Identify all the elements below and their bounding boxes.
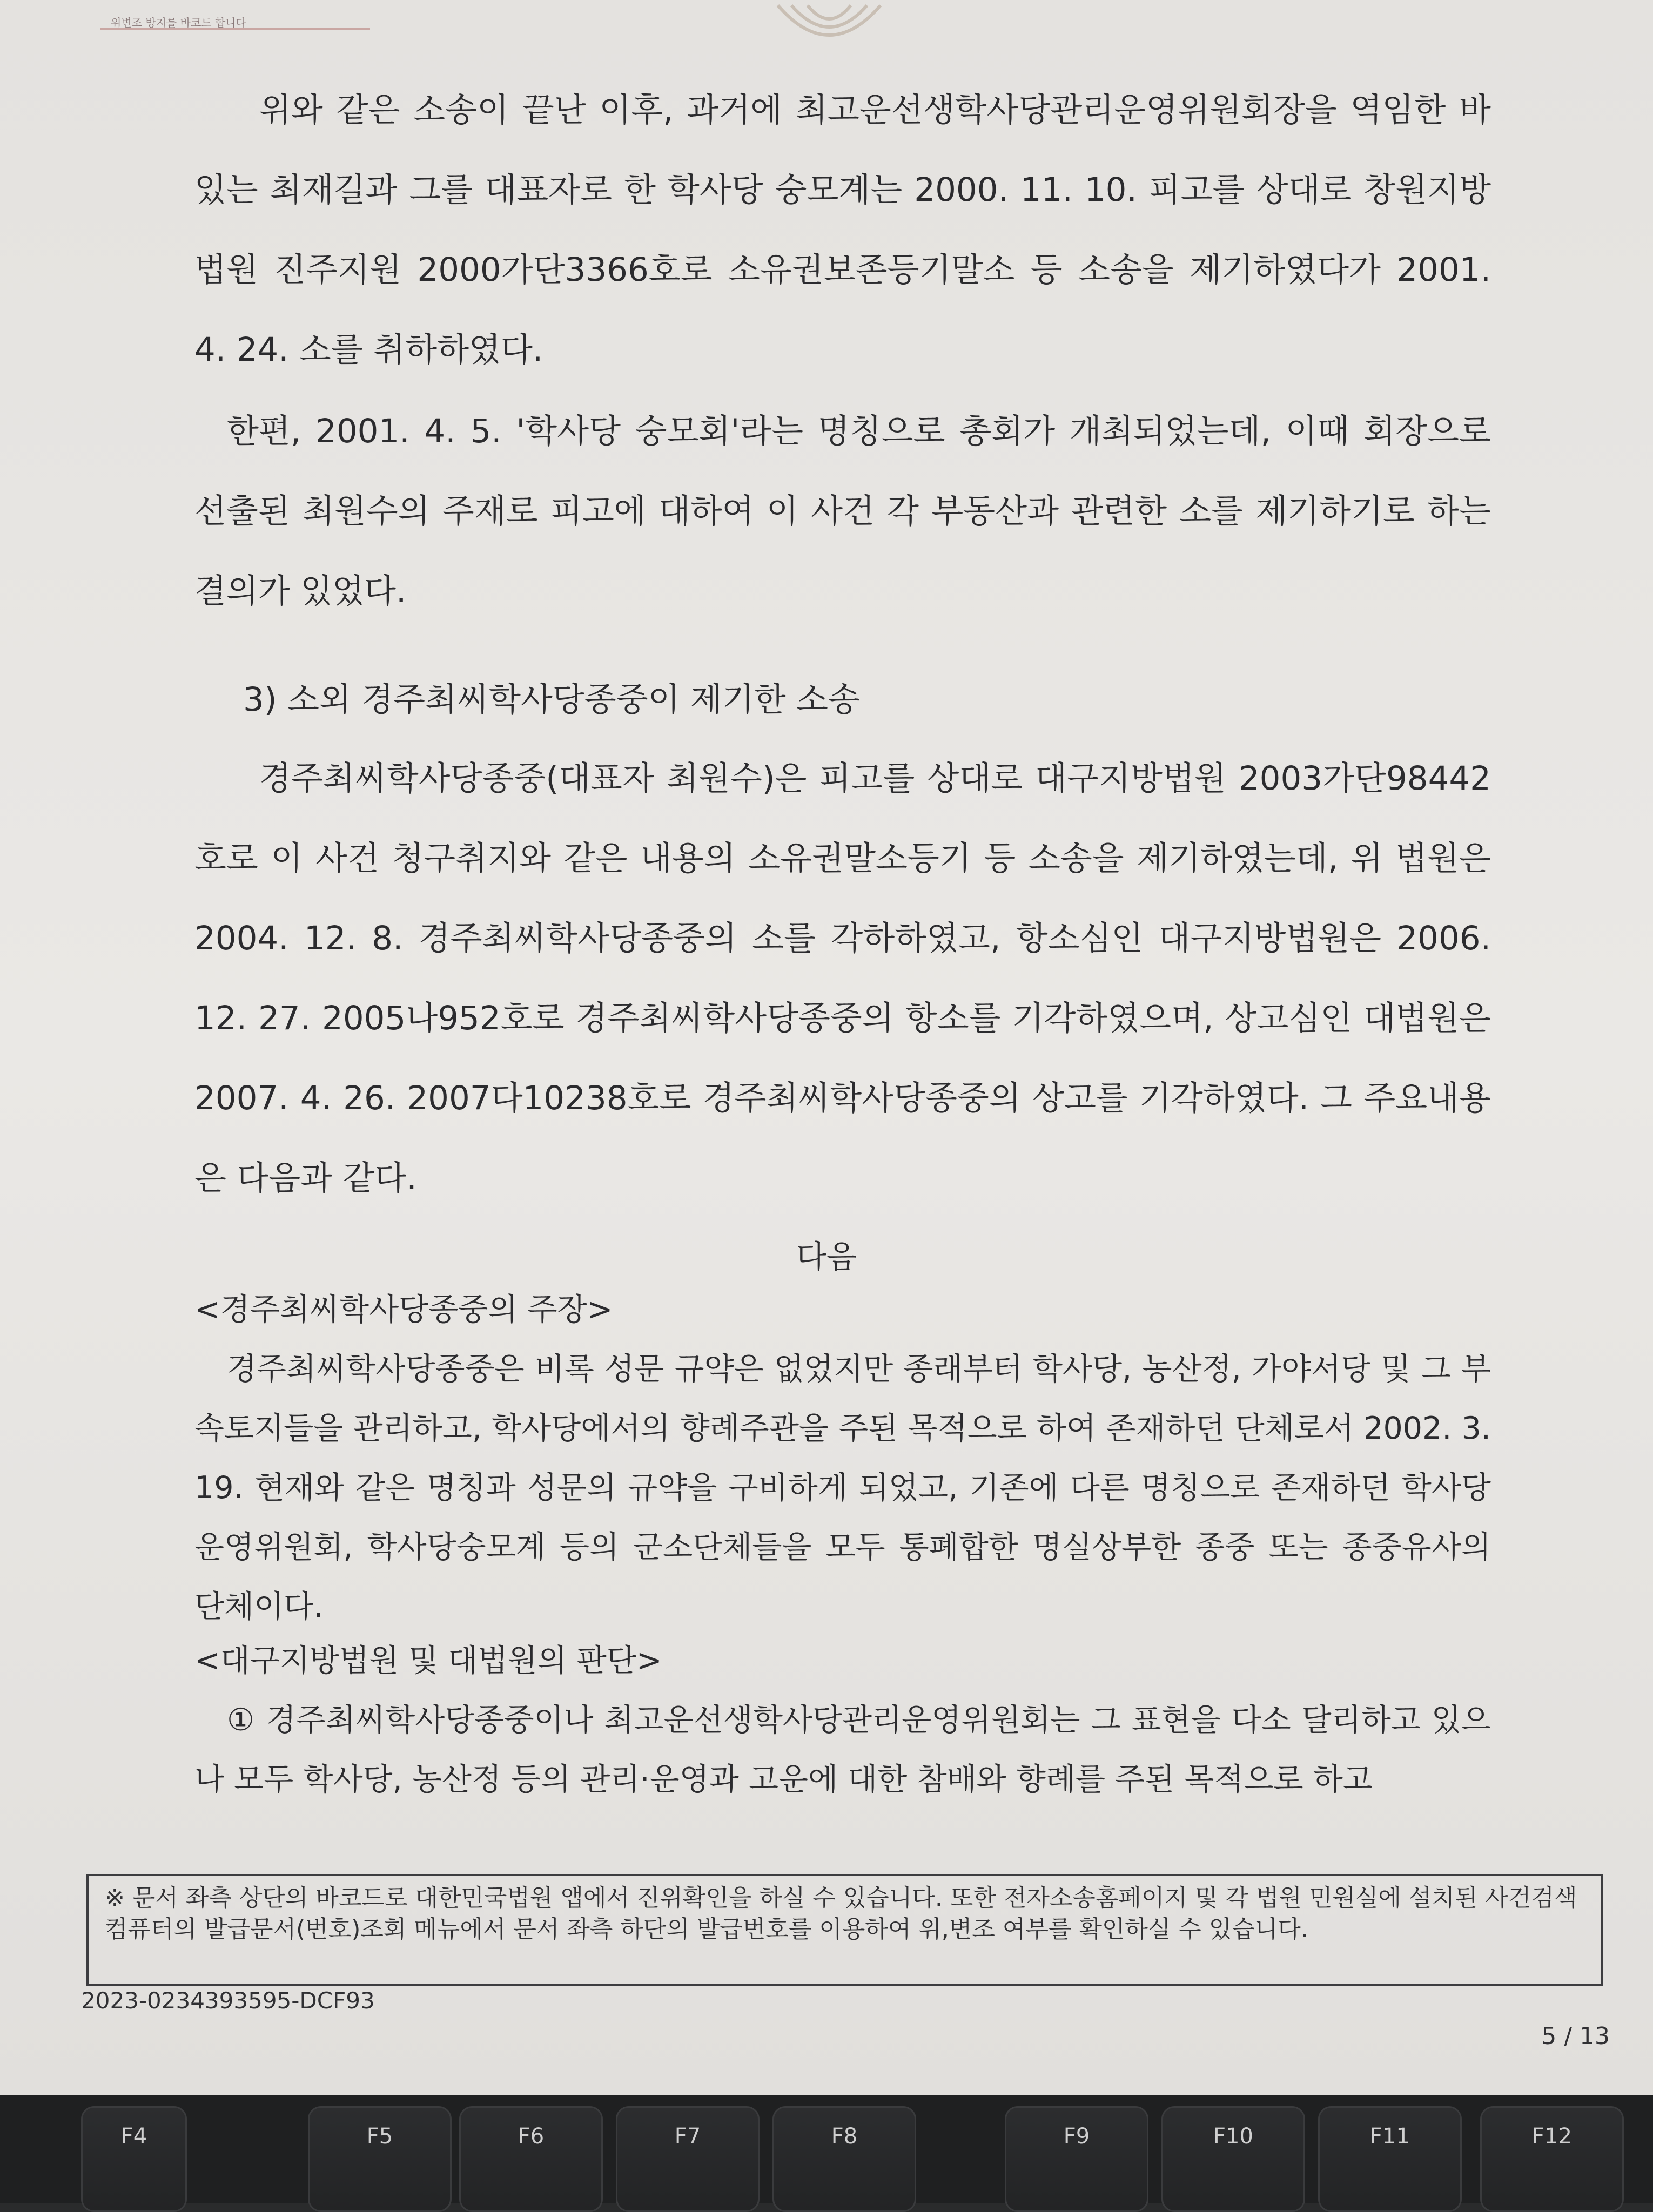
key-f7[interactable]: F7 xyxy=(616,2106,760,2212)
next-label: 다음 xyxy=(796,1238,857,1275)
keyboard xyxy=(0,2095,1653,2203)
judgment-heading: <대구지방법원 및 대법원의 판단> xyxy=(194,1643,662,1678)
verification-notice: ※ 문서 좌측 상단의 바코드로 대한민국법원 앱에서 진위확인을 하실 수 있습니다. 또한 전자소송홈페이지 및 각 법원 민원실에 설치된 사건검색 컴퓨터의 발급문서(번호)조회 메뉴에서 문서 좌측 하단의 발급번호를 이용하여 위,변조 여부를 확인하실 수 있습니다. xyxy=(105,1884,1577,1943)
paragraph-3: 경주최씨학사당종중(대표자 최원수)은 피고를 상대로 대구지방법원 2003가단98442호로 이 사건 청구취지와 같은 내용의 소유권말소등기 등 소송을 제기하였는데, 위 법원은 2004. 12. 8. 경주최씨학사당종중의 소를 각하하였고, 항소심인 대구지방법원은 2006. 12. 27. 2005나952호로 경주최씨학사당종중의 항소를 기각하였으며, 상고심인 대법원은 2007. 4. 26. 2007다10238호로 경주최씨학사당종중의 상고를 기각하였다. 그 주요내용은 다음과 같다. xyxy=(194,759,1491,1197)
key-f4[interactable]: F4 xyxy=(81,2106,187,2212)
verification-notice-box xyxy=(86,1874,1603,1986)
page-number: 5 / 13 xyxy=(1541,2022,1610,2050)
issue-number: 2023-0234393595-DCF93 xyxy=(81,1987,375,2014)
key-f5[interactable]: F5 xyxy=(308,2106,452,2212)
paragraph-2: 한편, 2001. 4. 5. '학사당 숭모회'라는 명칭으로 총회가 개최되었는데, 이때 회장으로 선출된 최원수의 주재로 피고에 대하여 이 사건 각 부동산과 관련한 소를 제기하기로 하는 결의가 있었다. xyxy=(194,412,1491,610)
key-f6[interactable]: F6 xyxy=(459,2106,603,2212)
paragraph-1: 위와 같은 소송이 끝난 이후, 과거에 최고운선생학사당관리운영위원회장을 역임한 바 있는 최재길과 그를 대표자로 한 학사당 숭모계는 2000. 11. 10. 피고를 상대로 창원지방법원 진주지원 2000가단3366호로 소유권보존등기말소 등 소송을 제기하였다가 2001. 4. 24. 소를 취하하였다. xyxy=(194,91,1491,369)
key-f9[interactable]: F9 xyxy=(1005,2106,1148,2212)
barcode-stamp xyxy=(100,0,370,30)
key-f11[interactable]: F11 xyxy=(1318,2106,1462,2212)
stamp-text: 위변조 방지를 바코드 합니다 xyxy=(111,16,246,29)
key-f12[interactable]: F12 xyxy=(1480,2106,1624,2212)
claim-heading: <경주최씨학사당종중의 주장> xyxy=(194,1292,613,1327)
claim-text: 경주최씨학사당종중은 비록 성문 규약은 없었지만 종래부터 학사당, 농산정, 가야서당 및 그 부속토지들을 관리하고, 학사당에서의 향례주관을 주된 목적으로 하여 존재하던 단체로서 2002. 3. 19. 현재와 같은 명칭과 성문의 규약을 구비하게 되었고, 기존에 다른 명칭으로 존재하던 학사당운영위원회, 학사당숭모계 등의 군소단체들을 모두 통폐합한 명실상부한 종중 또는 종중유사의 단체이다. xyxy=(194,1351,1491,1624)
judgment-text: ① 경주최씨학사당종중이나 최고운선생학사당관리운영위원회는 그 표현을 다소 달리하고 있으나 모두 학사당, 농산정 등의 관리·운영과 고운에 대한 참배와 향례를 주된 목적으로 하고 xyxy=(194,1702,1491,1797)
key-f8[interactable]: F8 xyxy=(772,2106,916,2212)
court-seal-icon xyxy=(767,0,891,51)
key-f10[interactable]: F10 xyxy=(1161,2106,1305,2212)
section-heading-3: 3) 소외 경주최씨학사당종중이 제기한 소송 xyxy=(243,680,860,719)
